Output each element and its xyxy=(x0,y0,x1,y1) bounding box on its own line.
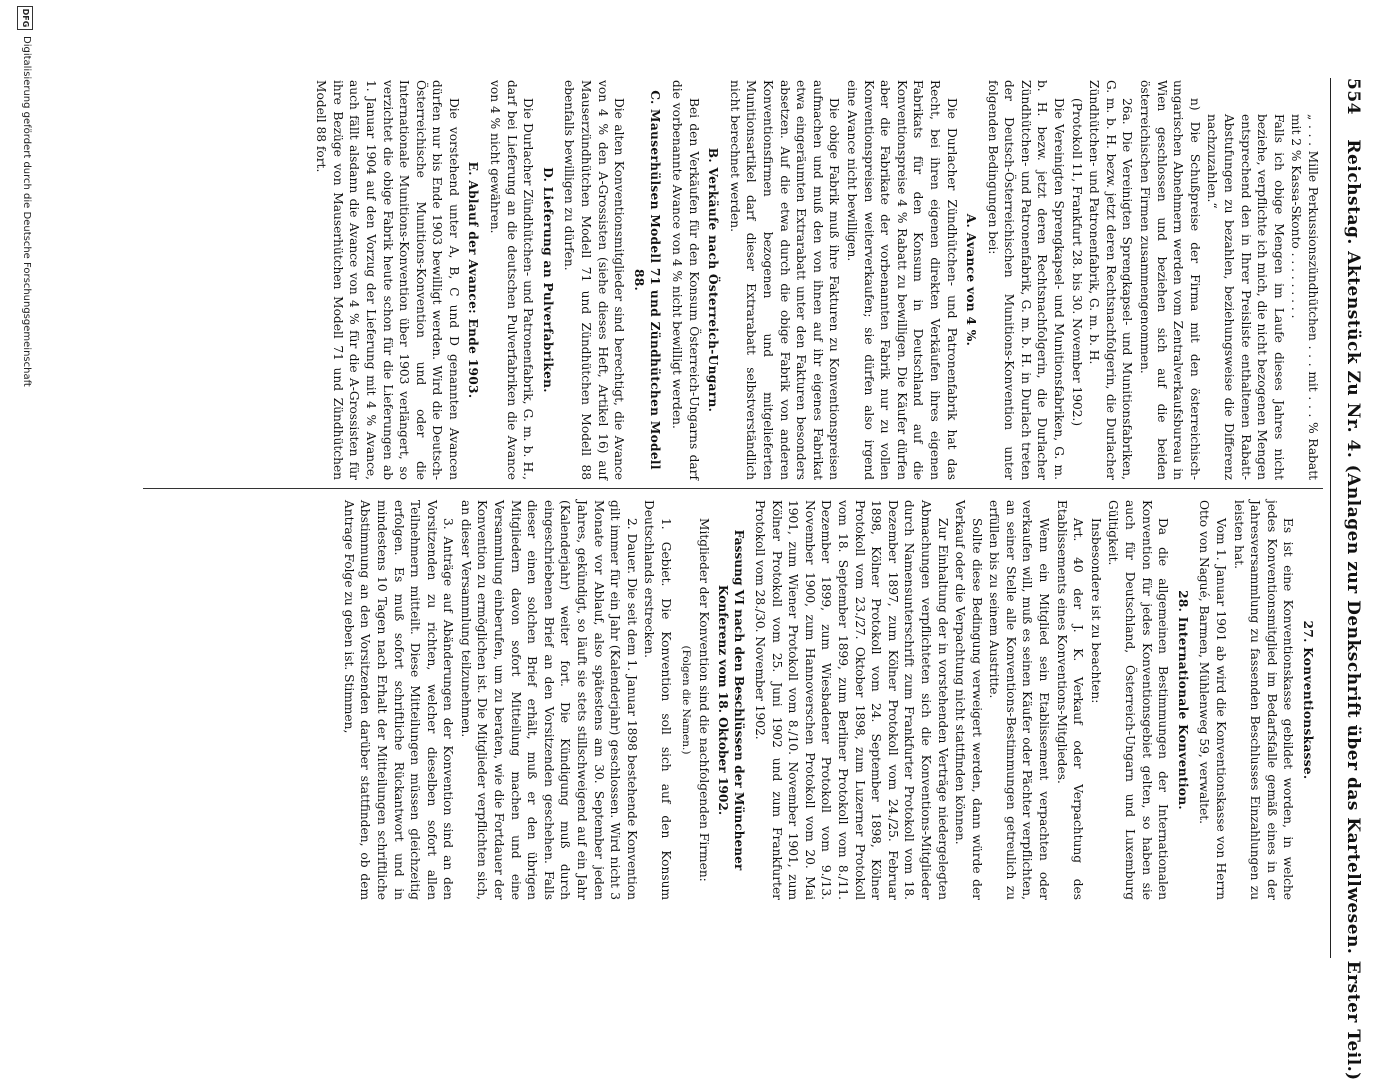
paragraph: Die alten Konventionsmitglieder sind berechtigt, die Avance von 4 % den A-Grossisten (siehe dieses Heft, Artikel 16) auf Mauserzündhütchen Modell 71 und Zündhütchen Modell 88 ebenfalls bewilligen zu dürfen. xyxy=(562,80,627,480)
paragraph: 2. Dauer. Die seit dem 1. Januar 1898 bestehende Konvention gilt immer für ein Jahr (Kalenderjahr) geschlossen. Wird nicht 3 Monate vor Ablauf, also spätestens am 30. September jeden Jahres, gekündigt, so läuft sie stets stillschweigend auf ein Jahr (Kalenderjahr) weiter fort. Die Kündigung muß durch eingeschriebenen Brief an den Vorsitzenden geschehen. Falls dieser einen solchen Brief erhält, muß er den übrigen Mitgliedern davon sofort Mitteilung machen und eine Versammlung einberufen, um zu beraten, wie die Fortdauer der Konvention zu ermöglichen ist. Die Mitglieder verpflichten sich, an dieser Versammlung teilzunehmen. xyxy=(458,500,639,900)
paragraph: 26a. Die Vereinigten Sprengkapsel- und Munitionsfabriken, G. m. b. H. bezw. jetzt deren Rechtsnachfolgerin, die Durlacher Zündhütchen- und Patronenfabrik, G. m. b. H. xyxy=(1087,80,1135,480)
paragraph: 1. Gebiet. Die Konvention soll sich auf den Konsum Deutschlands erstrecken. xyxy=(642,500,674,900)
quoted-paragraph: „ . . . Mille Perkussionszündhütchen . . . mit . . . % Rabatt mit 2 % Kassa-Skonto . . . . . . . . . xyxy=(1289,114,1320,480)
right-text-column xyxy=(339,500,1321,900)
paragraph: Vom 1. Januar 1901 ab wird die Konventionskasse von Herrn Otto von Nagué, Barmen, Mühlenweg 59, verwaltet. xyxy=(1197,500,1229,900)
paragraph: 3. Anträge auf Abänderungen der Konvention sind an den Vorsitzenden zu richten, welcher dieselben sofort allen Teilnehmern mitteilt. Diese Mitteilungen müssen gleichzeitig erfolgen. Es muß sofort schriftliche Rückantwort und in mindestens 10 Tagen nach Erhalt der Mitteilungen schriftliche Abstimmung an den Vorsitzenden darüber stattfinden, ob dem Antrage Folge zu geben ist. Stimmen, xyxy=(341,500,456,900)
column-divider xyxy=(143,488,1323,489)
digitization-credit: Digitalisierung gefördert durch die Deutsche Forschungsgemeinschaft xyxy=(21,36,32,387)
paragraph: (Protokoll 11, Frankfurt 28. bis 30. November 1902.) xyxy=(1069,98,1084,427)
section-title: E. Ablauf der Avance: Ende 1903. xyxy=(466,161,481,399)
dfg-logo: DFG xyxy=(17,6,33,30)
section-title: B. Verkäufe nach Österreich-Ungarn. xyxy=(706,147,721,413)
paragraph: n) Die Schußpreise der Firma mit den österreichisch-ungarischen Abnehmern werden vom Zentralverkaufsbureau in Wien geschlossen und beziehen sich auf die beiden österreichischen Firmen zusammengenommen. xyxy=(1138,80,1202,480)
section-title: C. Mauserhülsen Modell 71 und Zündhütchen Modell 88. xyxy=(631,90,663,470)
header-rule xyxy=(1330,78,1331,958)
section-heading: Fassung VI nach den Beschlüssen der Münchener Konferenz vom 18. Oktober 1902. xyxy=(715,529,747,871)
paragraph: Da die allgemeinen Bestimmungen der Internationalen Konvention für jedes Konventionsgebiet gelten, so haben sie auch für Deutschland, Österreich-Ungarn und Luxemburg Gültigkeit. xyxy=(1106,500,1171,900)
section-title: D. Lieferung an Pulverfabriken. xyxy=(540,167,555,393)
paragraph: Die Durlacher Zündhütchen- und Patronenfabrik hat das Recht, bei ihren eigenen direkten Verkäufen ihres eigenen Fabrikats für den Konsum in Deutschland auf die Konventionspreise 4 % Rabatt zu bewilligen. Die Käufer dürfen aber die Fabrikate der vorbenannten Fabrik nur zu vollen Konventionspreisen weiterverkaufen; sie dürfen also irgend eine Avance nicht bewilligen. xyxy=(844,80,959,480)
quoted-paragraph: Falls ich obige Mengen im Laufe dieses Jahres nicht beziehe, verpflichte ich mich, die nicht bezogenen Mengen entsprechend den in Ihrer Preisliste enthaltenen Rabatt-Abstufungen zu bezahlen, beziehungsweise die Differenz nachzuzahlen.“ xyxy=(1205,114,1286,480)
section-title: 27. Konventionskasse. xyxy=(1301,620,1315,780)
running-title: Reichstag. Aktenstück Zu Nr. 4. (Anlagen zur Denkschrift über das Kartellwesen. Erster Teil.) xyxy=(1343,139,1363,1081)
page-header xyxy=(1331,78,1363,1081)
paragraph: Mitglieder der Konvention sind die nachfolgenden Firmen: xyxy=(697,518,712,882)
page-number: 554 xyxy=(1343,78,1363,115)
section-title: 28. Internationale Konvention. xyxy=(1175,590,1190,810)
paragraph: Sollte diese Bedingung verweigert werden, dann würde der Verkauf oder die Verpachtung nicht stattfinden können. xyxy=(953,500,984,900)
paragraph: Die vorstehend unter A, B, C und D genannten Avancen dürfen nur bis Ende 1903 bewilligt werden. Wird die Deutsch-Österreichische Munitions-Konvention und oder die Internationale Munitions-Konvention über 1903 verlängert, so verzichtet die obige Fabrik heute schon für die Lieferungen ab 1. Januar 1904 auf den Vorzug der Lieferung mit 4 % Avance, auch fällt alsdann die Avance von 4 % für die A-Grossisten für ihre Bezüge von Mauserhütchen Modell 71 und Zündhütchen Modell 88 fort. xyxy=(314,80,461,480)
left-text-column xyxy=(312,80,1321,480)
paragraph: Insbesondere ist zu beachten: xyxy=(1088,518,1103,704)
paragraph: Es ist eine Konventionskasse gebildet worden, in welche jedes Konventionsmitglied im Bedarfsfalle gemäß eines in der Jahresversammlung zu fassenden Beschlusses Einzahlungen zu leisten hat. xyxy=(1231,500,1296,900)
paragraph: Zur Einhaltung der in vorstehenden Verträge niedergelegten Abmachungen verpflichteten sich die Konventions-Mitglieder durch Namensunterschrift zum Frankfurter Protokoll vom 18. Dezember 1897, zum Kölner Protokoll vom 24./25. Februar 1898, Kölner Protokoll vom 24. September 1898, Kölner Protokoll vom 23./27. Oktober 1898, zum Luzerner Protokoll vom 18. September 1899, zum Berliner Protokoll vom 8./11. Dezember 1899, zum Wiesbadener Protokoll vom 9./13. November 1900, zum Hannoverschen Protokoll vom 20. Mai 1901, zum Wiener Protokoll vom 8./10. November 1901, zum Kölner Protokoll vom 25. Juni 1902 und zum Frankfurter Protokoll vom 28./30. November 1902. xyxy=(753,500,950,900)
paragraph: Art. 40 der J. K. Verkauf oder Verpachtung des Etablissements eines Konventions-Mitgliedes. xyxy=(1054,500,1086,900)
section-title: A. Avance von 4 %. xyxy=(964,213,979,347)
paragraph: Die obige Fabrik muß ihre Fakturen zu Konventionspreisen aufmachen und muß den von ihnen auf ihr eigenes Fabrikat etwa eingeräumten Extrarabatt unter den Fakturen besonders absetzen. Auf die etwa durch die obige Fabrik von anderen Konventionsfirmen bezogenen und mitgelieferten Munitionsartikel darf dieser Extrarabatt selbstverständlich nicht berechnet werden. xyxy=(727,80,842,480)
paragraph: Die Vereinigten Sprengkapsel- und Munitionsfabriken, G. m. b. H. bezw. jetzt deren Rechtsnachfolgerin, die Durlacher Zündhütchen- und Patronenfabrik, G. m. b. H. in Durlach treten der Deutsch-Österreichischen Munitions-Konvention unter folgenden Bedingungen bei: xyxy=(985,80,1067,480)
paragraph: Bei den Verkäufen für den Konsum Österreich-Ungarns darf die vorbenannte Avance von 4 % nicht bewilligt werden. xyxy=(670,80,701,480)
note-line: (Folgen die Namen.) xyxy=(679,645,692,755)
paragraph: Wenn ein Mitglied sein Etablissement verpachten oder verkaufen will, muß es seinen Käufer oder Pächter verpflichten, an seiner Stelle alle Konventions-Bestimmungen getreulich zu erfüllen bis zu seinem Austritte. xyxy=(987,500,1052,900)
paragraph: Die Durlacher Zündhütchen- und Patronenfabrik, G. m. b. H., darf bei Lieferung an die deutschen Pulverfabriken die Avance von 4 % nicht gewähren. xyxy=(488,80,536,480)
digitization-stamp xyxy=(9,0,37,1000)
